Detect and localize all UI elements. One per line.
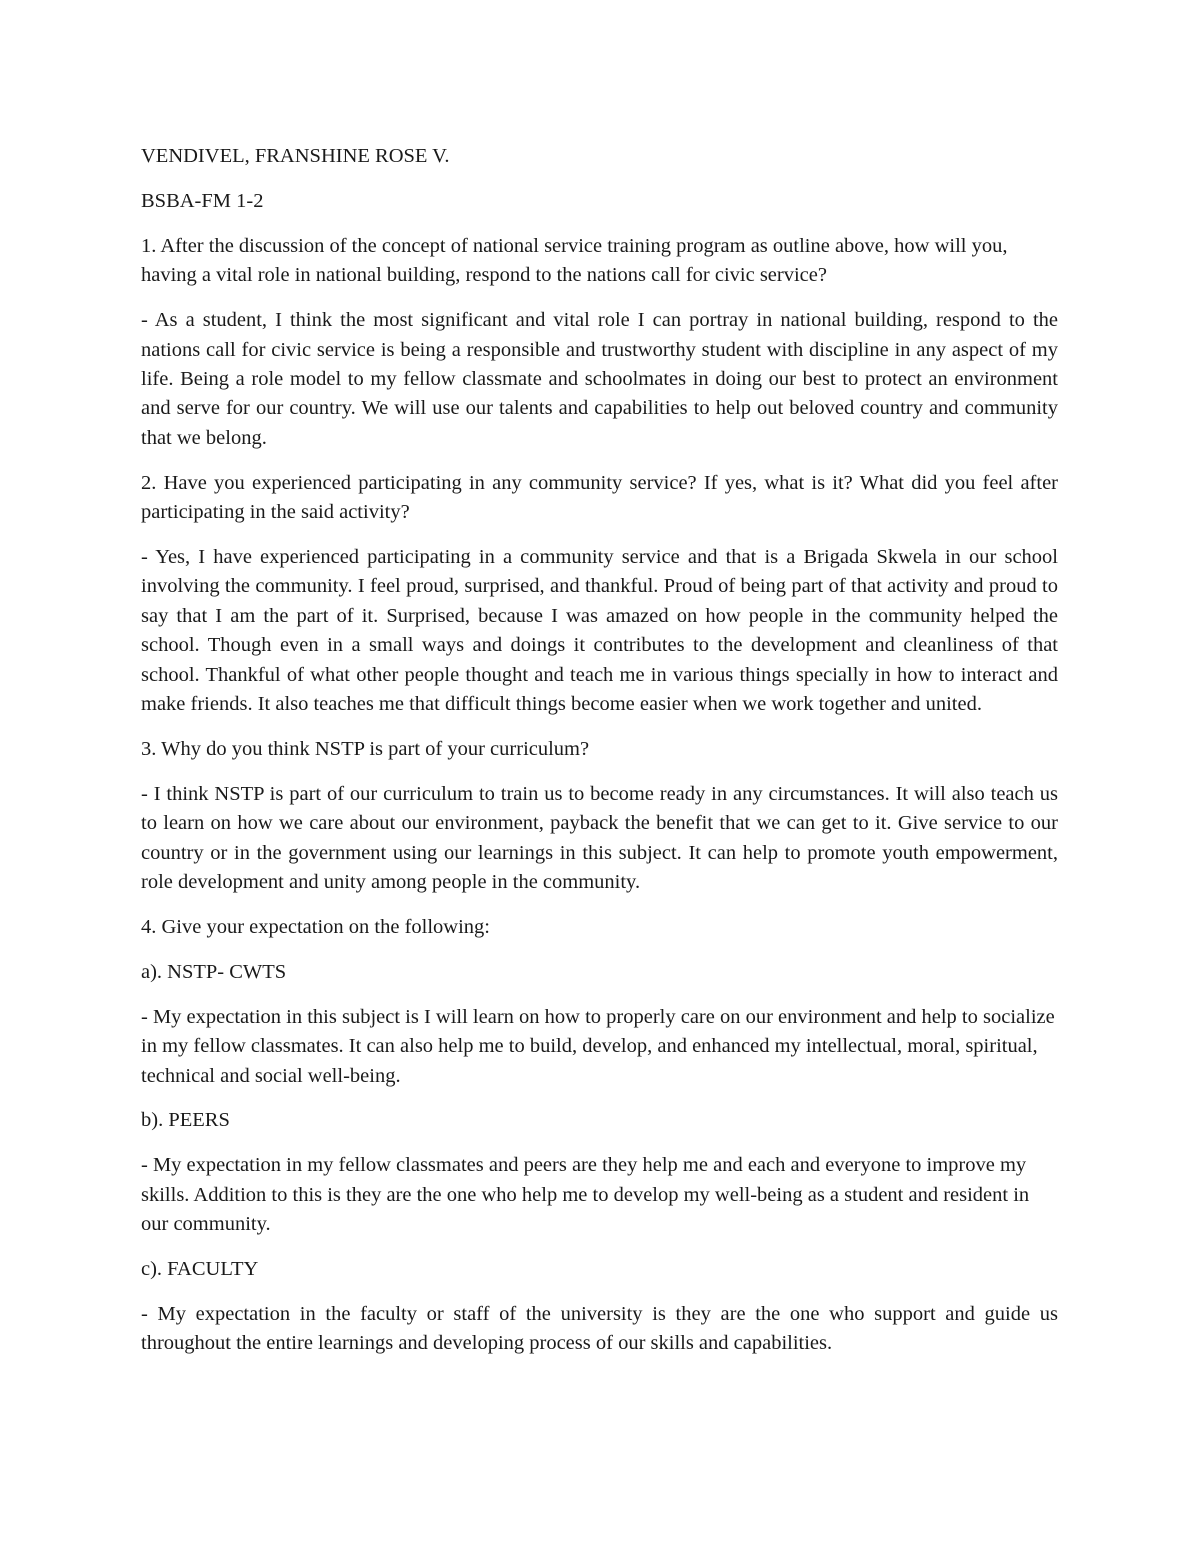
student-name: VENDIVEL, FRANSHINE ROSE V. xyxy=(141,145,450,167)
answer-3: - I think NSTP is part of our curriculum to train us to become ready in any circumstances. It will also teach us to learn on how we care about our environment, payback the benefit that we can get to it. Give service to our country or in the government using our learnings in this subject. It can help to promote youth empowerment, role development and unity among people in the community. xyxy=(141,782,1058,894)
part-c-answer: - My expectation in the faculty or staff of the university is they are the one who support and guide us throughout the entire learnings and developing process of our skills and capabilities. xyxy=(141,1303,1058,1355)
part-c-label: c). FACULTY xyxy=(141,1258,259,1281)
document-body xyxy=(141,142,1058,1374)
question-1: 1. After the discussion of the concept of national service training program as outline above, how will you, having a vital role in national building, respond to the nations call for civic service? xyxy=(141,234,1008,287)
course-section: BSBA-FM 1-2 xyxy=(141,189,264,212)
part-a-answer: - My expectation in this subject is I will learn on how to properly care on our environment and help to socialize in my fellow classmates. It can also help me to build, develop, and enhanced my intellectual, moral, spiritual, technical and social well-being. xyxy=(141,1005,1055,1087)
answer-1: - As a student, I think the most significant and vital role I can portray in national building, respond to the nations call for civic service is being a responsible and trustworthy student with discipline in any aspect of my life. Being a role model to my fellow classmate and schoolmates in doing our best to protect an environment and serve for our country. We will use our talents and capabilities to help out beloved country and community that we belong. xyxy=(141,309,1058,449)
answer-2: - Yes, I have experienced participating in a community service and that is a Brigada Skwela in our school involving the community. I feel proud, surprised, and thankful. Proud of being part of that activity and proud to say that I am the part of it. Surprised, because I was amazed on how people in the community helped the school. Though even in a small ways and doings it contributes to the development and cleanliness of that school. Thankful of what other people thought and teach me in various things specially in how to interact and make friends. It also teaches me that difficult things become easier when we work together and united. xyxy=(141,545,1058,715)
question-2: 2. Have you experienced participating in any community service? If yes, what is it? What did you feel after participating in the said activity? xyxy=(141,471,1058,524)
part-a-label: a). NSTP- CWTS xyxy=(141,960,287,983)
part-b-answer: - My expectation in my fellow classmates and peers are they help me and each and everyone to improve my skills. Addition to this is they are the one who help me to develop my well-being as a student and resident in our community. xyxy=(141,1154,1030,1236)
question-3: 3. Why do you think NSTP is part of your curriculum? xyxy=(141,737,590,760)
question-4: 4. Give your expectation on the following: xyxy=(141,915,490,938)
part-b-label: b). PEERS xyxy=(141,1109,230,1132)
